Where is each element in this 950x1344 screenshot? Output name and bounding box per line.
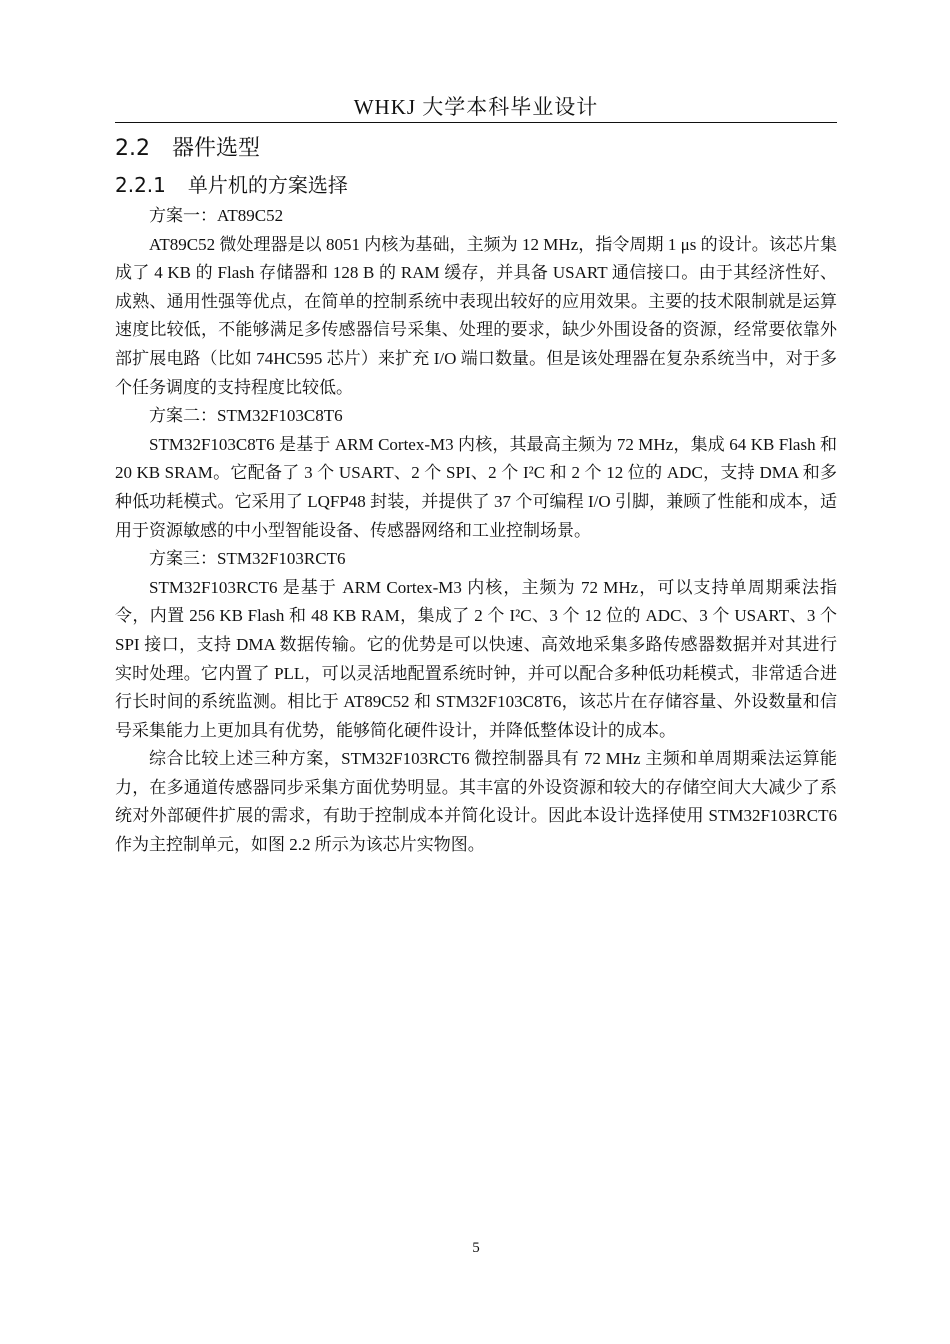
- section-number: 2.2: [115, 136, 150, 161]
- scheme-1-label: 方案一：AT89C52: [149, 206, 284, 225]
- page-number: 5: [472, 1240, 480, 1256]
- subsection-number: 2.2.1: [115, 173, 166, 197]
- section-title: 器件选型: [172, 136, 261, 161]
- scheme-3-label: 方案三：STM32F103RCT6: [149, 549, 346, 569]
- scheme-2-label: 方案二：STM32F103C8T6: [149, 406, 343, 426]
- section-heading: [115, 133, 837, 165]
- scheme-3-paragraph: STM32F103RCT6 是基于 ARM Cortex-M3 内核，主频为 72 MHz，可以支持单周期乘法指令，内置 256 KB Flash 和 48 KB RAM，集成了 2 个 I²C、3 个 12 位的 ADC、3 个 USART、3 个 SPI 接口，支持 DMA 数据传输。它的优势是可以快速、高效地采集多路传感器数据并对其进行实时处理。它内置了 PLL，可以灵活地配置系统时钟，并可以配合多种低功耗模式，非常适合进行长时间的系统监测。相比于 AT89C52 和 STM32F103C8T6，该芯片在存储容量、外设数量和信号采集能力上更加具有优势，能够简化硬件设计，并降低整体设计的成本。: [115, 577, 837, 740]
- page-header: WHKJ 大学本科毕业设计: [353, 95, 599, 119]
- body-text: [115, 202, 837, 860]
- scheme-1-paragraph: AT89C52 微处理器是以 8051 内核为基础，主频为 12 MHz，指令周期 1 μs 的设计。该芯片集成了 4 KB 的 Flash 存储器和 128 B 的 RAM 缓存，并具备 USART 通信接口。由于其经济性好、成熟、通用性强等优点，在简单的控制系统中表现出较好的应用效果。主要的技术限制就是运算速度比较低，不能够满足多传感器信号采集、处理的要求，缺少外围设备的资源，经常要依靠外部扩展电路（比如 74HC595 芯片）来扩充 I/O 端口数量。但是该处理器在复杂系统当中，对于多个任务调度的支持程度比较低。: [115, 234, 837, 397]
- scheme-2-paragraph: STM32F103C8T6 是基于 ARM Cortex-M3 内核，其最高主频为 72 MHz，集成 64 KB Flash 和 20 KB SRAM。它配备了 3 个 USART、2 个 SPI、2 个 I²C 和 2 个 12 位的 ADC，支持 DMA 和多种低功耗模式。它采用了 LQFP48 封装，并提供了 37 个可编程 I/O 引脚，兼顾了性能和成本，适用于资源敏感的中小型智能设备、传感器网络和工业控制场景。: [115, 434, 837, 540]
- subsection-heading: [115, 170, 837, 200]
- conclusion-paragraph: 综合比较上述三种方案，STM32F103RCT6 微控制器具有 72 MHz 主频和单周期乘法运算能力，在多通道传感器同步采集方面优势明显。其丰富的外设资源和较大的存储空间大大减少了系统对外部硬件扩展的需求，有助于控制成本并简化设计。因此本设计选择使用 STM32F103RCT6 作为主控制单元，如图 2.2 所示为该芯片实物图。: [115, 749, 837, 855]
- subsection-title: 单片机的方案选择: [187, 173, 348, 197]
- header-rule: [115, 122, 837, 123]
